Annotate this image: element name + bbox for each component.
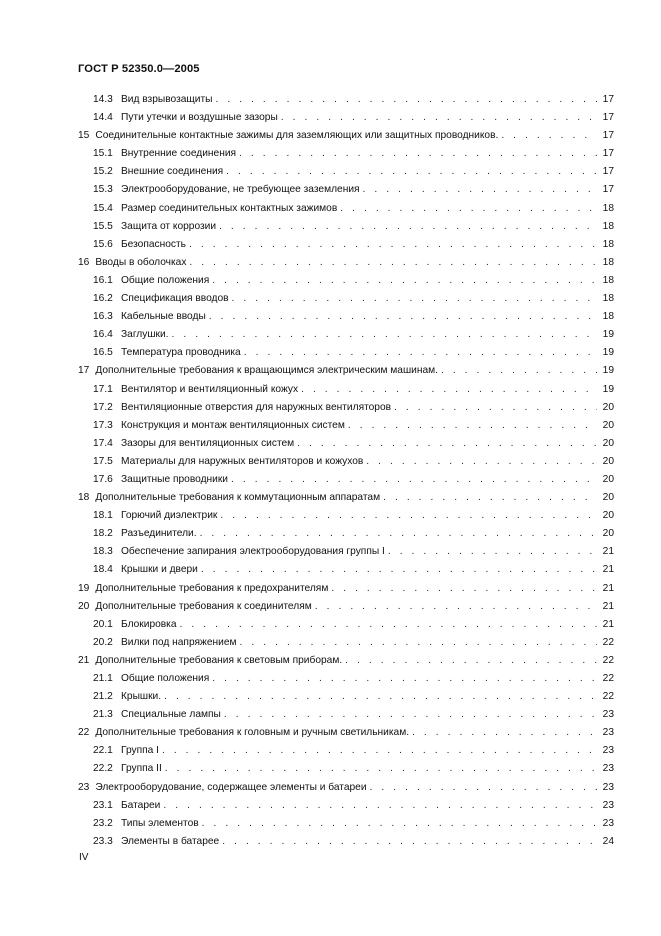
- dot-leader: [189, 254, 597, 272]
- toc-entry: [78, 218, 614, 236]
- toc-entry-number: 22.1: [93, 745, 113, 757]
- toc-entry: [78, 580, 614, 598]
- toc-entry: [78, 815, 614, 833]
- toc-entry-title: Материалы для наружных вентиляторов и кожухов: [121, 455, 364, 467]
- dot-leader: [189, 236, 597, 254]
- dot-leader: [164, 688, 597, 706]
- toc-entry-page: 17: [602, 112, 614, 124]
- toc-entry-page: 19: [602, 383, 614, 395]
- dot-leader: [232, 290, 597, 308]
- toc-entry-title: Защита от коррозии: [121, 220, 217, 232]
- dot-leader: [163, 797, 597, 815]
- dot-leader: [501, 127, 597, 145]
- toc-entry-page: 21: [602, 600, 614, 612]
- toc-entry-title: Элементы в батарее: [121, 835, 220, 847]
- toc-entry-title: Заглушки.: [121, 329, 169, 341]
- dot-leader: [301, 381, 597, 399]
- toc-entry-page: 19: [602, 365, 614, 377]
- toc-entry: [78, 127, 614, 145]
- toc-entry-number: 18.2: [93, 528, 113, 540]
- toc-entry-number: 15.2: [93, 166, 113, 178]
- toc-entry-number: 16.4: [93, 329, 113, 341]
- toc-entry-page: 17: [602, 184, 614, 196]
- toc-entry-title: Электрооборудование, не требующее заземления: [121, 184, 360, 196]
- toc-entry-number: 23.1: [93, 799, 113, 811]
- toc-entry-number: 14.4: [93, 112, 113, 124]
- toc-entry-page: 22: [602, 636, 614, 648]
- toc-entry-title: Обеспечение запирания электрооборудования группы I: [121, 546, 385, 558]
- toc-entry: [78, 109, 614, 127]
- toc-entry: [78, 471, 614, 489]
- toc-entry-number: 17.1: [93, 383, 113, 395]
- toc-entry-page: 18: [602, 220, 614, 232]
- toc-entry-title: Безопасность: [121, 238, 186, 250]
- toc-entry-title: Общие положения: [121, 673, 210, 684]
- dot-leader: [331, 580, 597, 598]
- toc-entry-page: 20: [602, 528, 614, 540]
- toc-entry-page: 22: [602, 654, 614, 666]
- toc-entry-title: Специальные лампы: [121, 709, 221, 721]
- toc-entry: [78, 724, 614, 742]
- toc-entry: [78, 797, 614, 815]
- dot-leader: [383, 489, 597, 507]
- toc-entry-page: 20: [602, 455, 614, 467]
- toc-entry-page: 22: [602, 673, 614, 684]
- toc-entry-number: 16.2: [93, 293, 113, 305]
- toc-entry-number: 16.3: [93, 311, 113, 323]
- toc-entry-title: Защитные проводники: [121, 473, 228, 485]
- dot-leader: [345, 652, 597, 670]
- toc-entry: [78, 145, 614, 163]
- toc-entry-title: Разъединители.: [121, 528, 197, 540]
- dot-leader: [388, 543, 597, 561]
- toc-entry-number: 15.4: [93, 202, 113, 214]
- toc-entry-title: Кабельные вводы: [121, 311, 206, 323]
- dot-leader: [209, 308, 597, 326]
- toc-entry-title: Вентиляционные отверстия для наружных вентиляторов: [121, 401, 392, 413]
- toc-entry: [78, 435, 614, 453]
- toc-entry-title: Дополнительные требования к вращающимся электрическим машинам.: [95, 365, 438, 377]
- dot-leader: [165, 760, 597, 778]
- toc-entry-page: 20: [602, 473, 614, 485]
- toc-entry-page: 20: [602, 401, 614, 413]
- toc-entry-title: Блокировка: [121, 618, 177, 630]
- toc-entry: [78, 326, 614, 344]
- toc-entry: [78, 616, 614, 634]
- toc-entry-page: 17: [602, 130, 614, 142]
- toc-entry-page: 21: [602, 546, 614, 558]
- toc-entry-number: 17: [78, 365, 90, 377]
- toc-entry-title: Соединительные контактные зажимы для заземляющих или защитных проводников.: [95, 130, 499, 142]
- toc-entry-page: 23: [602, 709, 614, 721]
- toc-entry-title: Температура проводника: [121, 347, 241, 359]
- toc-entry-number: 15: [78, 130, 90, 142]
- toc-entry-page: 20: [602, 492, 614, 504]
- toc-entry: [78, 236, 614, 254]
- toc-entry-title: Дополнительные требования к световым приборам.: [95, 654, 343, 666]
- toc-entry-title: Дополнительные требования к соединителям: [95, 600, 312, 612]
- dot-leader: [180, 616, 597, 634]
- dot-leader: [412, 724, 597, 742]
- toc-entry-page: 21: [602, 564, 614, 576]
- toc-entry: [78, 290, 614, 308]
- toc-entry-number: 22: [78, 727, 90, 739]
- dot-leader: [220, 507, 597, 525]
- dot-leader: [348, 417, 597, 435]
- toc-entry-page: 17: [602, 148, 614, 160]
- toc-entry-number: 15.3: [93, 184, 113, 196]
- toc-entry-title: Группа II: [121, 763, 162, 775]
- toc-entry-number: 17.4: [93, 437, 113, 449]
- toc-entry-number: 23.3: [93, 835, 113, 847]
- toc-entry: [78, 779, 614, 797]
- toc-entry: [78, 417, 614, 435]
- toc-entry-title: Размер соединительных контактных зажимов: [121, 202, 338, 214]
- toc-entry-title: Вилки под напряжением: [121, 636, 237, 648]
- toc-entry-page: 17: [602, 94, 614, 105]
- toc-entry: [78, 598, 614, 616]
- toc-entry-number: 23: [78, 781, 90, 793]
- toc-entry: [78, 254, 614, 272]
- toc-entry-title: Группа I: [121, 745, 159, 757]
- toc-entry-number: 14.3: [93, 94, 113, 105]
- dot-leader: [212, 272, 597, 290]
- toc-entry-title: Внутренние соединения: [121, 148, 237, 160]
- dot-leader: [219, 218, 597, 236]
- toc-entry: [78, 308, 614, 326]
- page-number: IV: [79, 852, 89, 863]
- toc-entry-title: Зазоры для вентиляционных систем: [121, 437, 295, 449]
- dot-leader: [340, 200, 597, 218]
- toc-entry: [78, 543, 614, 561]
- toc-entry-page: 19: [602, 347, 614, 359]
- toc-entry: [78, 362, 614, 380]
- dot-leader: [212, 670, 597, 688]
- toc-entry-page: 23: [602, 817, 614, 829]
- toc-entry-number: 15.5: [93, 220, 113, 232]
- dot-leader: [363, 181, 597, 199]
- toc-entry: [78, 163, 614, 181]
- toc-entry-title: Батареи: [121, 799, 161, 811]
- toc-entry-page: 21: [602, 618, 614, 630]
- toc-entry-number: 18.3: [93, 546, 113, 558]
- toc-entry-page: 22: [602, 691, 614, 703]
- toc-entry-page: 23: [602, 781, 614, 793]
- toc-entry-number: 17.6: [93, 473, 113, 485]
- toc-entry-page: 23: [602, 745, 614, 757]
- toc-entry-page: 18: [602, 202, 614, 214]
- toc-entry: [78, 507, 614, 525]
- toc-entry-page: 23: [602, 763, 614, 775]
- dot-leader: [240, 634, 598, 652]
- toc-entry: [78, 634, 614, 652]
- toc-entry-page: 18: [602, 274, 614, 286]
- toc-entry: [78, 344, 614, 362]
- toc-entry-number: 18: [78, 492, 90, 504]
- dot-leader: [239, 145, 597, 163]
- toc-entry-number: 18.1: [93, 510, 113, 522]
- toc-entry-page: 20: [602, 437, 614, 449]
- toc-entry-number: 21.2: [93, 691, 113, 703]
- toc-entry-number: 15.1: [93, 148, 113, 160]
- toc-entry-number: 21.3: [93, 709, 113, 721]
- toc-entry-page: 20: [602, 419, 614, 431]
- toc-entry-title: Вид взрывозащиты: [121, 94, 213, 105]
- toc-entry-number: 17.5: [93, 455, 113, 467]
- toc-entry-title: Спецификация вводов: [121, 293, 229, 305]
- toc-entry-page: 18: [602, 238, 614, 250]
- toc-entry-title: Типы элементов: [121, 817, 199, 829]
- dot-leader: [366, 453, 597, 471]
- toc-entry-title: Дополнительные требования к предохранителям: [95, 582, 329, 594]
- toc-entry: [78, 833, 614, 851]
- toc-entry-number: 20.1: [93, 618, 113, 630]
- toc-entry: [78, 272, 614, 290]
- toc-entry: [78, 181, 614, 199]
- toc-entry-page: 24: [602, 835, 614, 847]
- toc-entry-number: 16: [78, 256, 90, 268]
- toc-entry: [78, 706, 614, 724]
- document-header: ГОСТ Р 52350.0—2005: [78, 63, 200, 75]
- dot-leader: [222, 833, 597, 851]
- toc-entry-page: 20: [602, 510, 614, 522]
- toc-entry-number: 21: [78, 654, 90, 666]
- toc-entry-page: 17: [602, 166, 614, 178]
- dot-leader: [297, 435, 597, 453]
- toc-entry-page: 18: [602, 293, 614, 305]
- toc-entry: [78, 652, 614, 670]
- dot-leader: [441, 362, 597, 380]
- toc-entry-page: 21: [602, 582, 614, 594]
- toc-entry-page: 18: [602, 311, 614, 323]
- toc-entry: [78, 561, 614, 579]
- toc-entry-number: 17.3: [93, 419, 113, 431]
- toc-entry-number: 18.4: [93, 564, 113, 576]
- toc-entry-page: 19: [602, 329, 614, 341]
- dot-leader: [244, 344, 597, 362]
- toc-entry-page: 23: [602, 799, 614, 811]
- toc-entry-title: Крышки.: [121, 691, 162, 703]
- toc-entry: [78, 760, 614, 778]
- dot-leader: [315, 598, 597, 616]
- toc-entry-title: Общие положения: [121, 274, 210, 286]
- toc-entry-number: 19: [78, 582, 90, 594]
- table-of-contents: [78, 91, 614, 851]
- toc-entry-title: Горючий диэлектрик: [121, 510, 218, 522]
- toc-entry: [78, 399, 614, 417]
- dot-leader: [162, 742, 597, 760]
- toc-entry-title: Вводы в оболочках: [95, 256, 187, 268]
- dot-leader: [226, 163, 597, 181]
- toc-entry-number: 20.2: [93, 636, 113, 648]
- toc-entry: [78, 670, 614, 688]
- dot-leader: [224, 706, 597, 724]
- dot-leader: [394, 399, 597, 417]
- toc-entry: [78, 525, 614, 543]
- toc-entry-number: 15.6: [93, 238, 113, 250]
- toc-entry-number: 20: [78, 600, 90, 612]
- toc-entry-number: 17.2: [93, 401, 113, 413]
- dot-leader: [231, 471, 597, 489]
- dot-leader: [201, 561, 597, 579]
- toc-entry: [78, 91, 614, 109]
- toc-entry: [78, 200, 614, 218]
- toc-entry-title: Дополнительные требования к головным и ручным светильникам.: [95, 727, 410, 739]
- dot-leader: [202, 815, 597, 833]
- toc-entry: [78, 742, 614, 760]
- dot-leader: [172, 326, 598, 344]
- toc-entry-title: Внешние соединения: [121, 166, 224, 178]
- toc-entry: [78, 688, 614, 706]
- toc-entry-number: 22.2: [93, 763, 113, 775]
- toc-entry-number: 16.1: [93, 274, 113, 286]
- toc-entry-number: 16.5: [93, 347, 113, 359]
- dot-leader: [281, 109, 597, 127]
- toc-entry-page: 18: [602, 256, 614, 268]
- toc-entry-number: 21.1: [93, 673, 113, 684]
- toc-entry: [78, 453, 614, 471]
- dot-leader: [215, 91, 597, 109]
- dot-leader: [200, 525, 597, 543]
- toc-entry-number: 23.2: [93, 817, 113, 829]
- toc-entry: [78, 489, 614, 507]
- toc-entry-title: Конструкция и монтаж вентиляционных систем: [121, 419, 345, 431]
- toc-entry-page: 23: [602, 727, 614, 739]
- toc-entry-title: Вентилятор и вентиляционный кожух: [121, 383, 299, 395]
- toc-entry-title: Дополнительные требования к коммутационным аппаратам: [95, 492, 381, 504]
- toc-entry-title: Крышки и двери: [121, 564, 198, 576]
- toc-entry: [78, 381, 614, 399]
- toc-entry-title: Пути утечки и воздушные зазоры: [121, 112, 278, 124]
- toc-entry-title: Электрооборудование, содержащее элементы и батареи: [95, 781, 367, 793]
- dot-leader: [370, 779, 597, 797]
